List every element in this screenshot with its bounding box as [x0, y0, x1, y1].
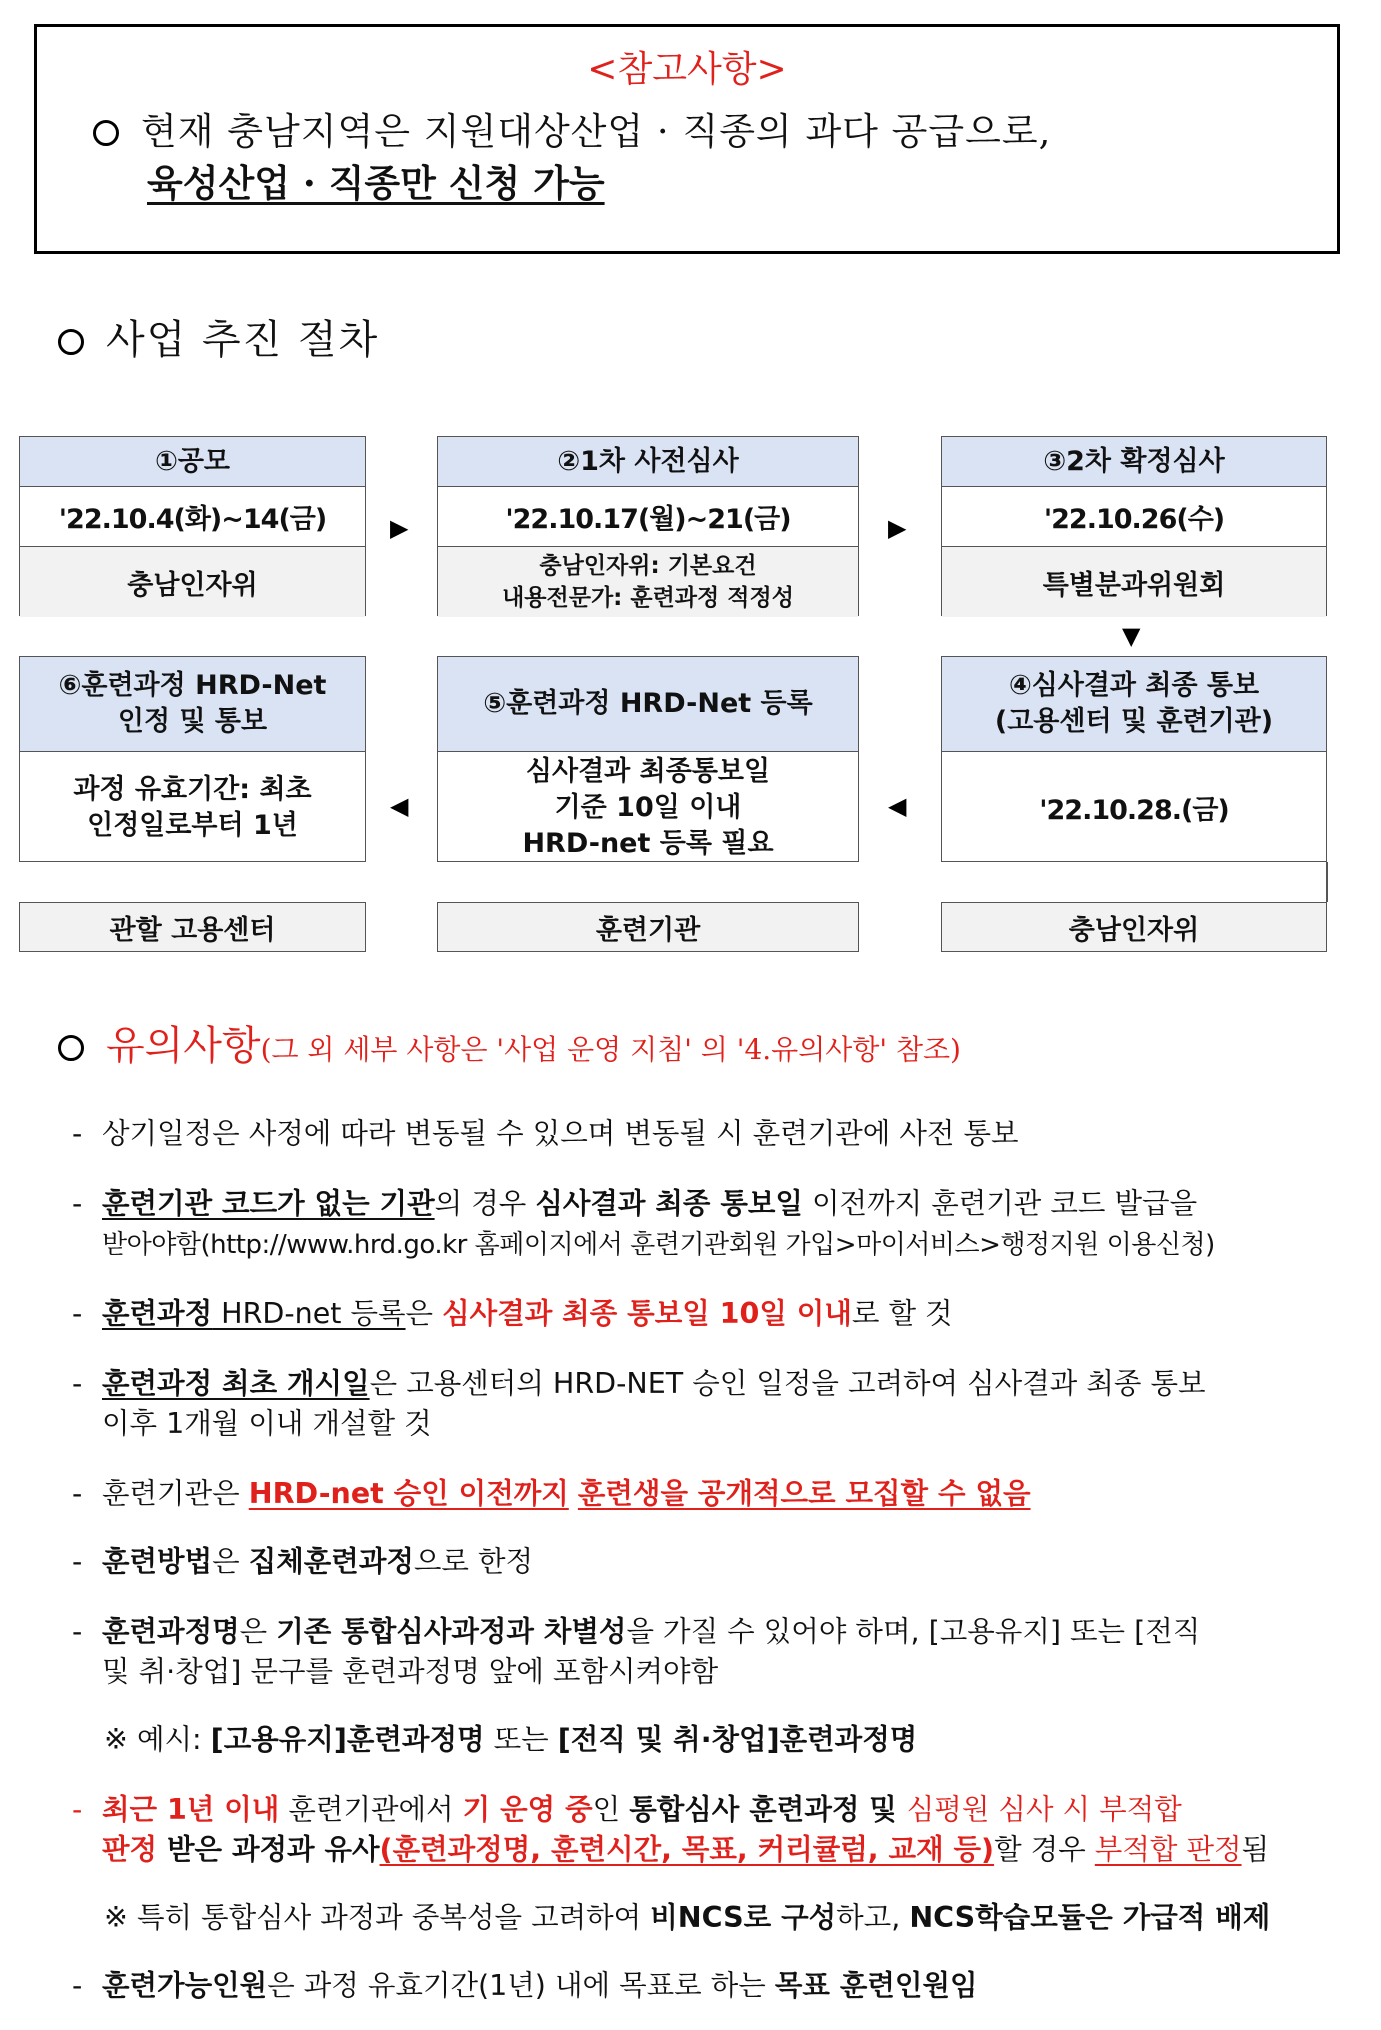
step-6-header: ⑥훈련과정 HRD-Net 인정 및 통보 — [20, 657, 365, 752]
note-4: - 훈련과정 최초 개시일은 고용센터의 HRD-NET 승인 일정을 고려하여 심사결과 최종 통보 이후 1개월 이내 개설할 것 — [72, 1367, 1206, 1440]
note-example: ※ 예시: [고용유지]훈련과정명 또는 [전직 및 취·창업]훈련과정명 — [104, 1723, 918, 1756]
step-5-body: 심사결과 최종통보일 기준 10일 이내 HRD-net 등록 필요 — [522, 755, 774, 859]
step-1-date: '22.10.4(화)~14(금) — [20, 487, 365, 547]
step-5-box — [437, 656, 859, 862]
connector-line — [1326, 862, 1328, 902]
label-training-institution: 훈련기관 — [437, 902, 859, 952]
notes-heading: 유의사항(그 외 세부 사항은 '사업 운영 지침' 의 '4.유의사항' 참조) — [58, 1014, 961, 1071]
note-6: - 훈련방법은 집체훈련과정으로 한정 — [72, 1545, 534, 1578]
step-2-box — [437, 436, 859, 616]
reference-line-2: 육성산업 · 직종만 신청 가능 — [147, 161, 605, 205]
note-3: - 훈련과정 HRD-net 등록은 심사결과 최종 통보일 10일 이내로 할 것 — [72, 1297, 953, 1330]
note-ncs: ※ 특히 통합심사 과정과 중복성을 고려하여 비NCS로 구성하고, NCS학습모듈은 가급적 배제 — [104, 1901, 1271, 1934]
step-1-box — [19, 436, 366, 616]
reference-line-1: 현재 충남지역은 지원대상산업 · 직종의 과다 공급으로, — [93, 101, 1051, 155]
step-2-header: ②1차 사전심사 — [438, 437, 858, 487]
arrow-left-icon: ◀ — [888, 792, 907, 820]
reference-title: <참고사항> — [587, 49, 787, 90]
circle-bullet-icon — [58, 329, 84, 355]
circle-bullet-icon — [58, 1035, 84, 1061]
step-3-box — [941, 436, 1327, 616]
step-2-owner: 충남인자위: 기본요건 내용전문가: 훈련과정 적정성 — [438, 547, 858, 617]
step-1-owner: 충남인자위 — [20, 547, 365, 617]
step-3-header: ③2차 확정심사 — [942, 437, 1326, 487]
note-2: - 훈련기관 코드가 없는 기관의 경우 심사결과 최종 통보일 이전까지 훈련기관 코드 발급을 받아야함(http://www.hrd.go.kr 홈페이지에서 훈련기관회원 가입>마이서비스>행정지원 이용신청) — [72, 1187, 1215, 1260]
arrow-right-icon: ▶ — [390, 514, 409, 542]
note-5: - 훈련기관은 HRD-net 승인 이전까지 훈련생을 공개적으로 모집할 수 없음 — [72, 1477, 1031, 1510]
reference-box — [34, 24, 1340, 254]
note-11: - 훈련가능인원은 과정 유효기간(1년) 내에 목표로 하는 목표 훈련인원임 — [72, 1969, 978, 2002]
step-6-body: 과정 유효기간: 최초 인정일로부터 1년 — [73, 773, 312, 841]
step-3-owner: 특별분과위원회 — [942, 547, 1326, 617]
step-4-date: '22.10.28.(금) — [1039, 795, 1229, 826]
circle-bullet-icon — [93, 120, 119, 146]
arrow-down-icon: ▼ — [1122, 622, 1141, 650]
step-4-box — [941, 656, 1327, 862]
note-9: - 최근 1년 이내 훈련기관에서 기 운영 중인 통합심사 훈련과정 및 심평원 심사 시 부적합 판정 받은 과정과 유사(훈련과정명, 훈련시간, 목표, 커리큘럼, 교재 등)할 경우 부적합 판정됨 — [72, 1793, 1270, 1866]
note-1: - 상기일정은 사정에 따라 변동될 수 있으며 변동될 시 훈련기관에 사전 통보 — [72, 1117, 1019, 1150]
step-3-date: '22.10.26(수) — [942, 487, 1326, 547]
arrow-right-icon: ▶ — [888, 514, 907, 542]
step-1-header: ①공모 — [20, 437, 365, 487]
label-chungnam-committee: 충남인자위 — [941, 902, 1327, 952]
step-5-header: ⑤훈련과정 HRD-Net 등록 — [438, 657, 858, 752]
note-7: - 훈련과정명은 기존 통합심사과정과 차별성을 가질 수 있어야 하며, [고용유지] 또는 [전직 및 취·창업] 문구를 훈련과정명 앞에 포함시켜야함 — [72, 1615, 1201, 1688]
step-2-date: '22.10.17(월)~21(금) — [438, 487, 858, 547]
arrow-left-icon: ◀ — [390, 792, 409, 820]
label-employment-center: 관할 고용센터 — [19, 902, 366, 952]
procedure-heading: 사업 추진 절차 — [58, 308, 379, 365]
step-6-box — [19, 656, 366, 862]
step-4-header: ④심사결과 최종 통보 (고용센터 및 훈련기관) — [942, 657, 1326, 752]
